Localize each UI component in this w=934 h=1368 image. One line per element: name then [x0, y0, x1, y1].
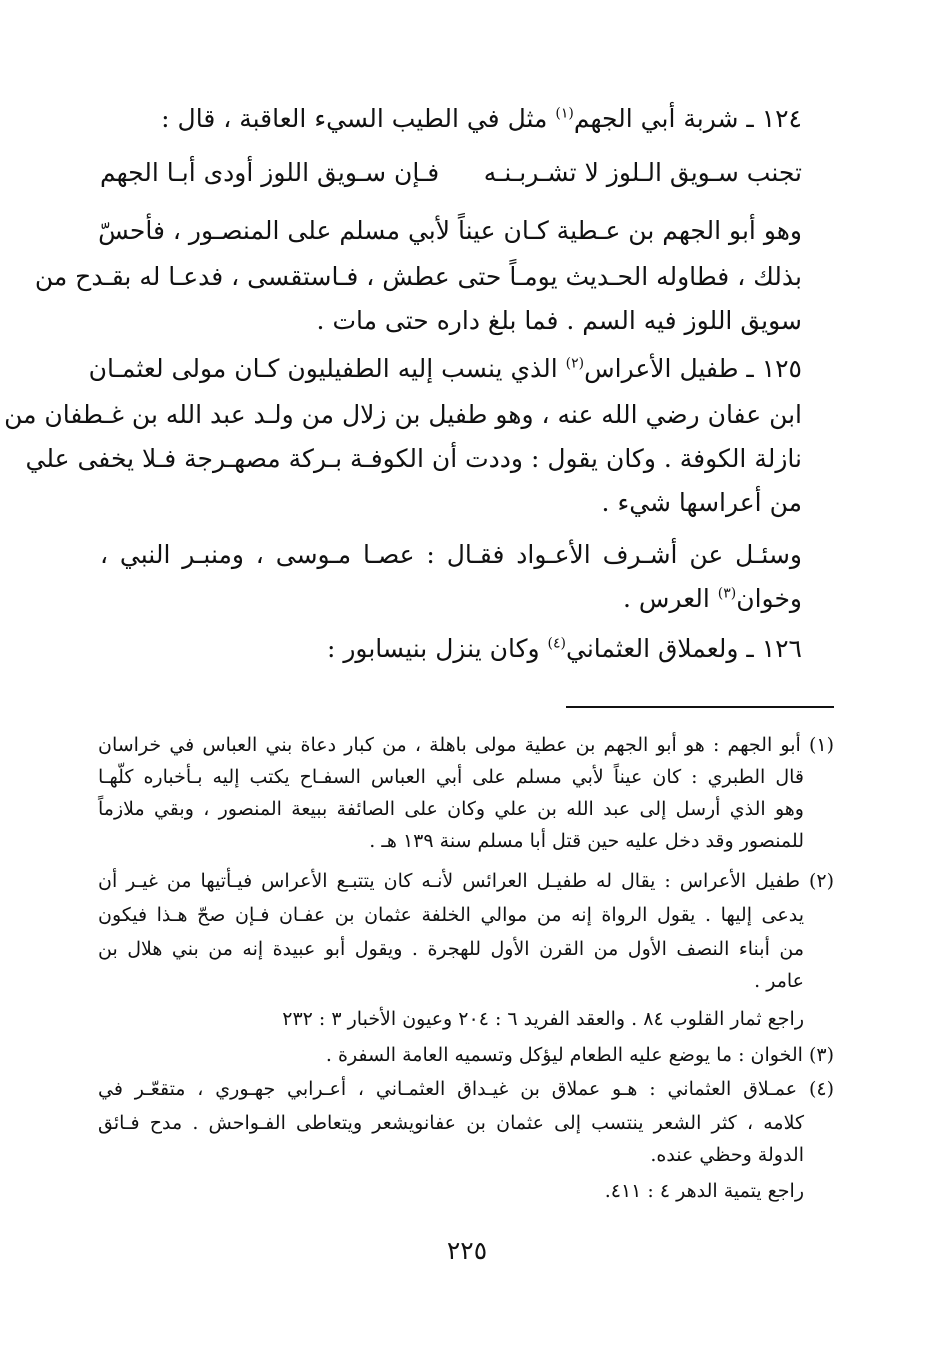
p126-line-1: [100, 634, 802, 663]
p124-line-4: بذلك ، فطاوله الحـديث يومـاً حتى عطش ، فـاستقسى ، فدعـا له بقـدح من: [34, 262, 802, 291]
footnote-1-line-2: قال الطبري : كان عيناً لأبي مسلم على أبي العباس السفـاح يكتب إليه بـأخباره كلّهـا: [98, 766, 804, 788]
p125-line-4: من أعراسها شيء .: [601, 488, 802, 517]
p125-line-2: ابن عفان رضي الله عنه ، وهو طفيل بن زلال من ولـد عبد الله بن غـطفان من: [4, 400, 802, 429]
footnote-1-line-4: للمنصور وقد دخل عليه حين قتل أبا مسلم سنة ١٣٩ هـ .: [369, 830, 804, 852]
footnote-4-reference: راجع يتمية الدهر ٤ : ٤١١.: [604, 1180, 804, 1202]
verse-hemistich-2: فـإن سـويق اللوز أودى أبـا الجهم: [100, 158, 440, 187]
footnote-1-line-3: وهو الذي أرسل إلى عبد الله بن علي وكان على الصائفة ببيعة المنصور ، وبقي ملازماً: [98, 798, 804, 820]
p124-line-5: سويق اللوز فيه السم . فما بلغ داره حتى مات .: [316, 306, 802, 335]
footnote-4-line-1: (٤) عمـلاق العثماني : هـو عملاق بن غيـداق العثمـاني ، أعـرابي جهـوري ، متقعّـر في: [98, 1078, 834, 1100]
p124-line-1: [100, 104, 802, 133]
footnote-separator: [566, 706, 834, 708]
footnote-3: (٣) الخوان : ما يوضع عليه الطعام ليؤكل وتسميه العامة السفرة .: [325, 1044, 834, 1066]
p125-khiwan: وخوان: [736, 584, 802, 613]
p125-line-6: [100, 584, 802, 613]
p126-heading-tail: وكان ينزل بنيسابور :: [326, 634, 540, 663]
p124-heading-tail: مثل في الطيب السيء العاقبة ، قال :: [161, 104, 548, 133]
footnote-2-line-4: عامر .: [754, 970, 804, 992]
p126-heading: ١٢٦ ـ ولعملاق العثماني: [565, 634, 802, 663]
footnote-2-line-3: من أبناء النصف الأول من القرن الأول للهجرة . ويقول أبو عبيدة إنه من بني هلال بن: [98, 938, 804, 960]
p125-line-1: [88, 354, 802, 383]
footnote-ref-1: (١): [555, 105, 574, 122]
p125-line-6-tail: العرس .: [622, 584, 710, 613]
footnote-ref-3: (٣): [717, 585, 737, 602]
p125-heading: ١٢٥ ـ طفيل الأعراس: [584, 354, 802, 383]
p124-line-3: وهو أبو الجهم بن عـطية كـان عيناً لأبي مسلم على المنصـور ، فأحسّ: [98, 216, 802, 245]
footnote-1-line-1: (١) أبو الجهم : هو أبو الجهم بن عطية مولى باهلة ، من كبار دعاة بني العباس في خراسان: [98, 734, 834, 756]
p124-heading: ١٢٤ ـ شربة أبي الجهم: [573, 104, 802, 133]
page-number: ٢٢٥: [446, 1236, 488, 1265]
footnote-ref-4: (٤): [547, 635, 566, 652]
footnote-2-line-1: (٢) طفيل الأعراس : يقال له طفيـل العرائس لأنـه كان يتتبـع الأعراس فيـأتيها من غيـر أن: [98, 870, 834, 892]
p125-line-3: نازلة الكوفة . وكان يقول : وددت أن الكوفـة بـركة مصهـرجة فـلا يخفى علي: [25, 444, 802, 473]
p125-heading-tail: الذي ينسب إليه الطفيليون كـان مولى لعثمـان: [88, 354, 558, 383]
verse-hemistich-1: تجنب سـويق الـلوز لا تشـربـنـه: [483, 158, 802, 187]
footnote-2-reference: راجع ثمار القلوب ٨٤ . والعقد الفريد ٦ : ٢٠٤ وعيون الأخبار ٣ : ٢٣٢: [282, 1008, 804, 1030]
footnote-4-line-2: كلامه ، كثر الشعر ينتسب إلى عثمان بن عفانويشعر ويتعاطى الفـواحش . مدح فـائق: [98, 1112, 804, 1134]
footnote-4-line-3: الدولة وحظي عنده.: [650, 1144, 804, 1166]
footnote-ref-2: (٢): [565, 355, 585, 372]
footnote-2-line-2: يدعى إليها . يقول الرواة إنه من موالي الخلفة عثمان بن عفـان فـإن صحّ هـذا فيكون: [98, 904, 804, 926]
verse-line: [100, 158, 802, 187]
p125-line-5: وسئـل عن أشـرف الأعـواد فقـال : عصـا مـوسى ، ومنبـر النبي ،: [100, 540, 802, 569]
